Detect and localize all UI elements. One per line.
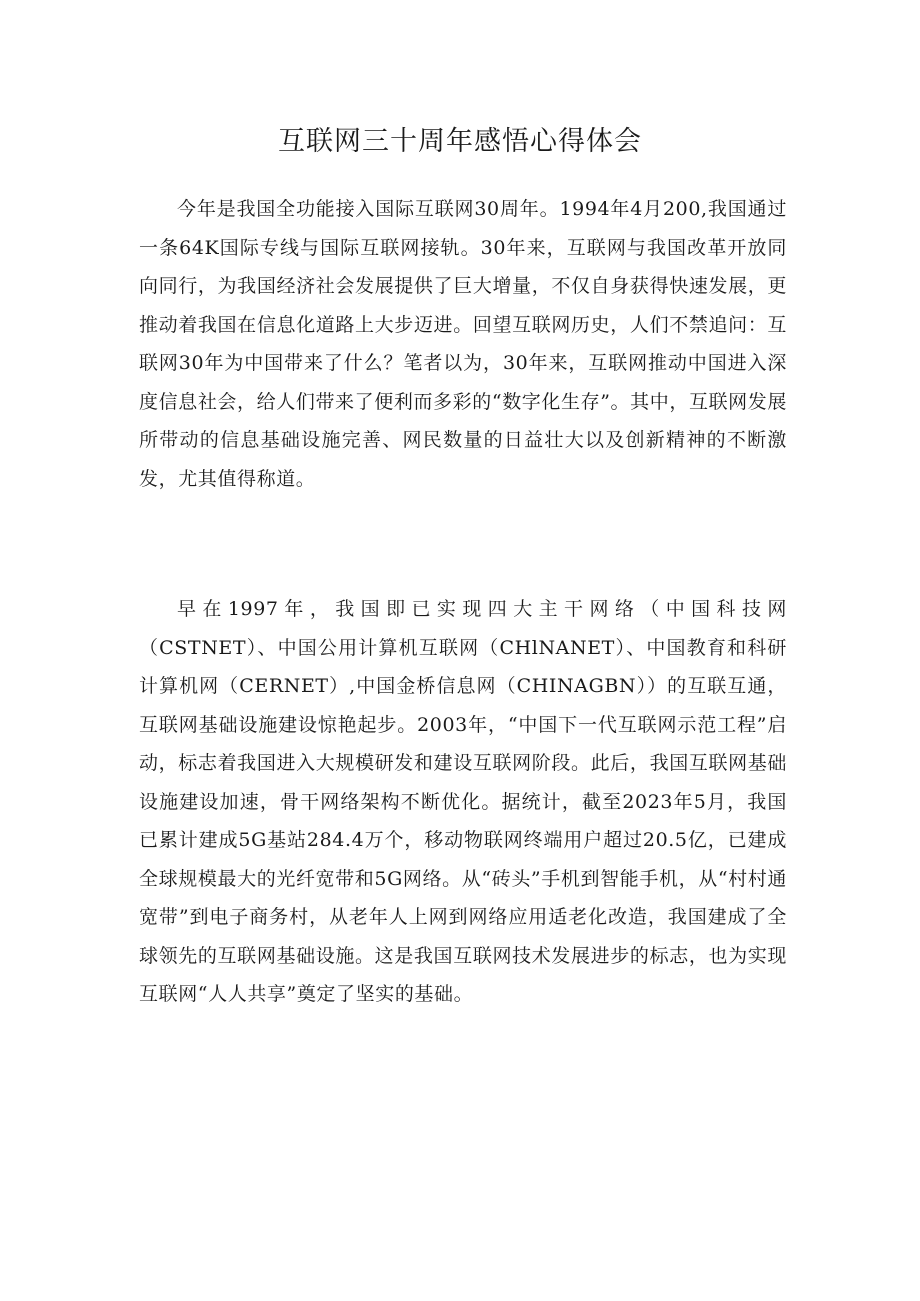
document-title: 互联网三十周年感悟心得体会	[278, 126, 642, 157]
paragraph-1: 今年是我国全功能接入国际互联网30周年。1994年4月200,我国通过一条64K国际专线与国际互联网接轨。30年来，互联网与我国改革开放同向同行，为我国经济社会发展提供了巨大增量，不仅自身获得快速发展，更推动着我国在信息化道路上大步迈进。回望互联网历史，人们不禁追问：互联网30年为中国带来了什么？笔者以为，30年来，互联网推动中国进入深度信息社会，给人们带来了便利而多彩的“数字化生存”。其中，互联网发展所带动的信息基础设施完善、网民数量的日益壮大以及创新精神的不断激发，尤其值得称道。	[139, 198, 787, 490]
paragraph-2: 早在1997年，我国即已实现四大主干网络（中国科技网（CSTNET）、中国公用计算机互联网（CHlNANET）、中国教育和科研计算机网（CERNET）,中国金桥信息网（CHINAGBN））的互联互通，互联网基础设施建设惊艳起步。2003年，“中国下一代互联网示范工程”启动，标志着我国进入大规模研发和建设互联网阶段。此后，我国互联网基础设施建设加速，骨干网络架构不断优化。据统计，截至2023年5月，我国已累计建成5G基站284.4万个，移动物联网终端用户超过20.5亿，已建成全球规模最大的光纤宽带和5G网络。从“砖头”手机到智能手机，从“村村通宽带”到电子商务村，从老年人上网到网络应用适老化改造，我国建成了全球领先的互联网基础设施。这是我国互联网技术发展进步的标志，也为实现互联网“人人共享”奠定了坚实的基础。	[139, 598, 787, 1005]
